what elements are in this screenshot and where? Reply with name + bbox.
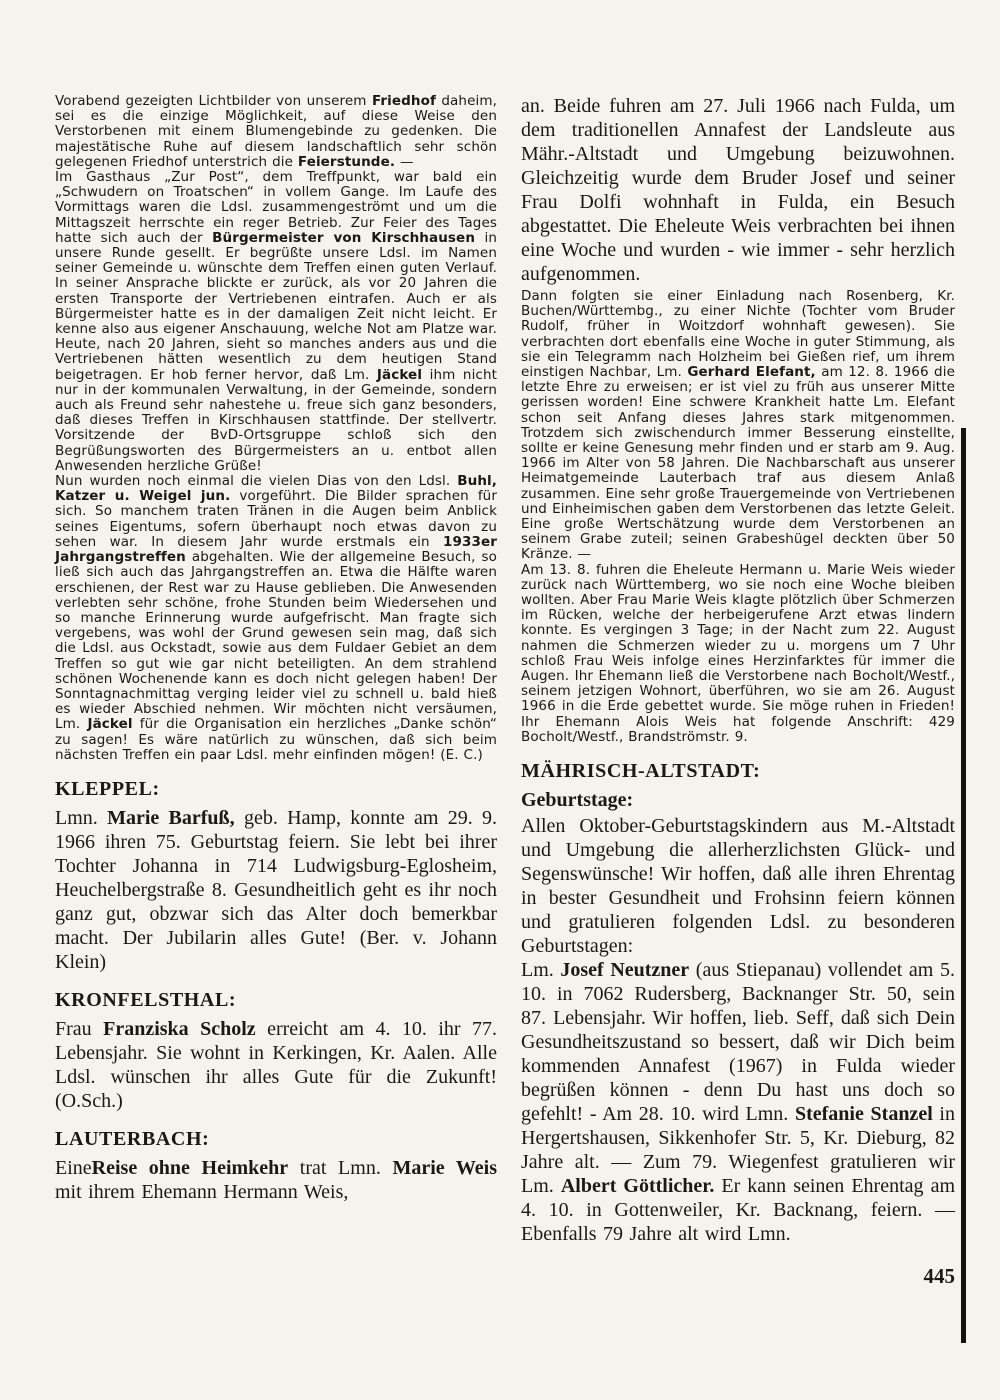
- text-segment: mit ihrem Ehemann Hermann Weis,: [55, 1180, 349, 1203]
- text-segment: daheim, sei es die einzige Möglichkeit, auf diese Weise den Verstorbenen mit einem Blumengebinde zu gedenken. Die majestätische Ruhe auf diesem landschaftlich sehr schön gelegenen Friedhof unterstrich die: [55, 93, 497, 170]
- text-segment: Buhl, Katzer u. Weigel jun.: [55, 473, 497, 505]
- text-segment: Marie Weis: [392, 1156, 497, 1179]
- paragraph-kronfelsthal-geburtstag: [55, 1017, 497, 1113]
- text-segment: Stefanie Stanzel: [794, 1103, 933, 1126]
- text-segment: erreicht am 4. 10. ihr 77. Lebensjahr. Sie wohnt in Kerkingen, Kr. Aalen. Alle Ldsl. wünschen ihr alles Gute für die Zukunft! (O.Sch.): [55, 1017, 497, 1112]
- text-segment: ihm nicht nur in der kommunalen Verwaltung, in der Gemeinde, sondern auch als Freund sehr nahestehe u. freue sich ganz besonders, daß dieses Treffen in Kirschhausen stattfinde. Der stellvertr. Vorsitzende der BvD-Ortsgruppe schloß sich den Begrüßungsworten des Bürgermeisters an u. entbot allen Anwesenden herzliche Grüße!: [55, 366, 497, 474]
- section-heading-kronfelsthal: KRONFELSTHAL:: [55, 988, 237, 1011]
- right-column: [521, 94, 955, 1289]
- text-segment: an. Beide fuhren am 27. Juli 1966 nach Fulda, um dem traditionellen Annafest der Landsleute aus Mähr.-Altstadt und Umgebung beizuwohnen. Gleichzeitig wurde dem Bruder Josef und seiner Frau Dolfi wohnhaft in Fulda, ein Besuch abgestattet. Die Eheleute Weis verbrachten bei ihnen eine Woche und wurden - wie immer - sehr herzlich aufgenommen.: [521, 95, 955, 285]
- section-heading-lauterbach: LAUTERBACH:: [55, 1127, 210, 1150]
- text-segment: 1933er Jahrgangstreffen: [55, 533, 497, 566]
- section-heading-kleppel: KLEPPEL:: [55, 777, 160, 800]
- text-segment: Gerhard Elefant,: [687, 364, 816, 381]
- text-segment: geb. Hamp, konnte am 29. 9. 1966 ihren 75. Geburtstag feiern. Sie lebt bei ihrer Tochter Johanna in 714 Ludwigsburg-Eglosheim, Heuchelbergstraße 8. Gesundheitlich geht es ihr noch ganz gut, obzwar sich das Alter doch bemerkbar macht. Der Jubilarin alles Gute! (Ber. v. Johann Klein): [55, 806, 498, 973]
- text-segment: trat Lmn.: [288, 1156, 393, 1179]
- paragraph-rosenberg-elefant: [521, 289, 955, 563]
- text-segment: Friedhof: [371, 93, 436, 109]
- paragraph-friedhof-continuation: [55, 94, 497, 170]
- text-segment: Lm.: [521, 959, 561, 982]
- scan-artifact-line: [961, 428, 966, 1343]
- text-segment: Jäckel: [376, 366, 423, 383]
- text-segment: Dann folgten sie einer Einladung nach Rosenberg, Kr. Buchen/Württembg., zu einer Nichte (Tochter vom Bruder Rudolf, früher in Woitzdorf wohnhaft gewesen). Sie verbrachten dort ebenfalls eine Woche in guter Stimmung, als sie ein Telegramm nach Holzheim bei Gießen rief, um ihrem einstigen Nachbar, Lm.: [521, 288, 955, 381]
- subheading-geburtstage: Geburtstage:: [521, 789, 634, 812]
- text-segment: Reise ohne Heimkehr: [91, 1156, 289, 1179]
- text-segment: Im Gasthaus „Zur Post“, dem Treffpunkt, war bald ein „Schwudern on Troatschen“ in vollem Gange. Im Laufe des Vormittags waren die Ldsl. zusammengeströmt und um die Mittagszeit herrschte ein reger Betrieb. Zur Feier des Tages hatte sich auch der: [55, 169, 497, 246]
- paragraph-geburtstage-details: [521, 958, 955, 1246]
- text-segment: Albert Göttlicher.: [560, 1175, 715, 1198]
- text-segment: Jäckel: [87, 716, 133, 733]
- text-segment: Josef Neutzner: [560, 959, 690, 982]
- text-segment: Feierstunde.: [297, 153, 396, 170]
- paragraph-dias-jahrgangstreffen: [55, 474, 497, 763]
- text-segment: Allen Oktober-Geburtstagskindern aus M.-Altstadt und Umgebung die allerherzlichsten Glück- und Segenswünsche! Wir hoffen, daß alle ihren Ehrentag in bester Gesundheit und Frohsinn feiern können und gratulieren folgenden Ldsl. zu besonderen Geburtstagen:: [521, 815, 955, 958]
- paragraph-gasthaus-zur-post: [55, 170, 497, 474]
- paragraph-lauterbach-reise: [55, 1156, 497, 1204]
- paragraph-marie-weis-tod: [521, 563, 955, 745]
- paragraph-geburtstagswuensche: [521, 814, 955, 958]
- text-segment: vorgeführt. Die Bilder sprachen für sich. So manchem traten Tränen in die Augen beim Anblick seines Eigentums, sofern überhaupt noch etwas davon zu sehen war. In diesem Jahr wurde erstmals ein: [55, 488, 497, 550]
- text-segment: —: [395, 153, 414, 170]
- text-segment: Franziska Scholz: [103, 1017, 256, 1040]
- text-segment: Frau: [55, 1017, 104, 1040]
- left-column: [55, 94, 497, 1289]
- text-segment: Lmn.: [55, 806, 108, 829]
- text-segment: Er kann seinen Ehrentag am 4. 10. in Gottenweiler, Kr. Backnang, feiern. — Ebenfalls 79 Jahre alt wird Lmn.: [521, 1175, 956, 1246]
- paragraph-annafest-fulda: [521, 94, 955, 286]
- text-segment: in Hergertshausen, Sikkenhofer Str. 5, Kr. Dieburg, 82 Jahre alt. — Zum 79. Wiegenfest gratulieren wir Lm.: [521, 1103, 955, 1198]
- text-segment: abgehalten. Wie der allgemeine Besuch, so ließ sich auch das Jahrgangstreffen an. Etwa die Hälfte waren erschienen, der Rest war zu Hause geblieben. Die Anwesenden verlebten sehr schöne, frohe Stunden beim Wiedersehen und so manche Erinnerung wurde aufgefrischt. Man fragte sich vergebens, was wohl der Grund gewesen sein mag, daß sich die Ldsl. aus Ockstadt, sowie aus dem Fuldaer Gebiet an dem Treffen so gut wie gar nicht beteiligten. An dem strahlend schönen Wochenende kann es doch nicht gelegen haben! Der Sonntagnachmittag verging leider viel zu schnell u. bald hieß es wieder Abschied nehmen. Wir möchten nicht versäumen, Lm.: [55, 549, 497, 733]
- text-segment: am 12. 8. 1966 die letzte Ehre zu erweisen; er ist viel zu früh aus unserer Mitte gerissen worden! Eine schwere Krankheit hatte Lm. Elefant schon seit Anfang dieses Jahres stark mitgenommen. Trotzdem sich zwischendurch immer Besserung einstellte, sollte er keine Genesung mehr finden und er starb am 9. Aug. 1966 im Alter von 58 Jahren. Die Nachbarschaft aus unserer Heimatgemeinde Lauterbach traf aus diesem Anlaß zusammen. Eine sehr große Trauergemeinde von Vertriebenen und Einheimischen gaben dem Verstorbenen das letzte Geleit. Eine große Wertschätzung wurde dem Verstorbenen an seinem Grabe zuteil; seinen Grabeshügel deckten über 50 Kränze. —: [521, 364, 955, 563]
- text-segment: Nun wurden noch einmal die vielen Dias von den Ldsl.: [55, 473, 458, 490]
- text-columns: [55, 94, 955, 1289]
- text-segment: Vorabend gezeigten Lichtbilder von unserem: [55, 93, 372, 109]
- section-heading-maehrisch-altstadt: MÄHRISCH-ALTSTADT:: [521, 760, 761, 783]
- text-segment: in unsere Runde gesellt. Er begrüßte unsere Ldsl. im Namen seiner Gemeinde u. wünschte dem Treffen einen guten Verlauf. In seiner Ansprache blickte er zurück, als vor 20 Jahren die ersten Transporte der Vertriebenen eintrafen. Auch er als Bürgermeister hatte es in der damaligen Zeit nicht leicht. Er kenne also aus eigener Anschauung, welche Not am Platze war. Heute, nach 20 Jahren, sieht so manches anders aus und die Vertriebenen hätten wesentlich zu dem heutigen Stand beigetragen. Er hob ferner hervor, daß Lm.: [55, 229, 497, 383]
- text-segment: (aus Stiepanau) vollendet am 5. 10. in 7062 Rudersberg, Backnanger Str. 50, sein 87. Lebensjahr. Wir hoffen, lieb. Seff, daß sich Dein Gesundheitszustand so bessert, daß wir Dich beim kommenden Annafest (1967) in Fulda wieder begrüßen können - denn Du hast uns doch so gefehlt! - Am 28. 10. wird Lmn.: [521, 959, 955, 1126]
- text-segment: Marie Barfuß,: [107, 806, 235, 829]
- text-segment: Bürgermeister von Kirschhausen: [212, 229, 476, 246]
- text-segment: für die Organisation ein herzliches „Danke schön“ zu sagen! Es wäre natürlich zu wünschen, daß sich beim nächsten Treffen ein paar Ldsl. mehr einfinden mögen! (E. C.): [55, 716, 498, 763]
- text-segment: Eine: [55, 1156, 92, 1179]
- page-number: 445: [923, 1264, 955, 1289]
- text-segment: Am 13. 8. fuhren die Eheleute Hermann u. Marie Weis wieder zurück nach Württemberg, wo sie noch eine Woche bleiben wollten. Aber Frau Marie Weis klagte plötzlich über Schmerzen im Rücken, welche der herbeigerufene Arzt etwas lindern konnte. Es vergingen 3 Tage; in der Nacht zum 22. August nahmen die Schmerzen wieder zu u. morgens um 7 Uhr schloß Frau Weis infolge eines Herzinfarktes für immer die Augen. Ihr Ehemann ließ die Verstorbene nach Bocholt/Westf., seinem jetzigen Wohnort, überführen, wo sie am 26. August 1966 in die Erde gebettet wurde. Sie möge ruhen in Frieden! Ihr Ehemann Alois Weis hat folgende Anschrift: 429 Bocholt/Westf., Brandströmstr. 9.: [521, 561, 955, 745]
- paragraph-kleppel-geburtstag: [55, 806, 497, 974]
